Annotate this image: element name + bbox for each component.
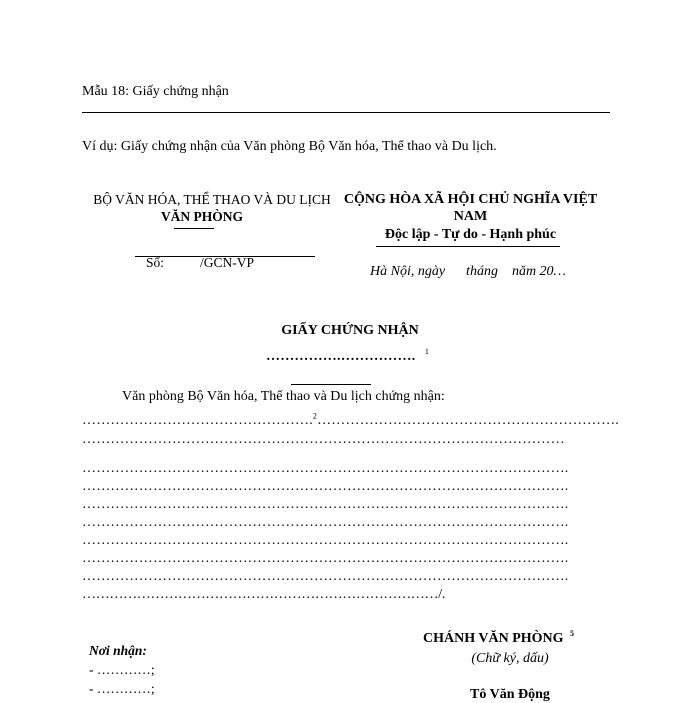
body-line-1-left: …………………………………………. bbox=[82, 413, 313, 428]
recipient-item: - …………; bbox=[89, 662, 155, 677]
document-number-label: Số: bbox=[146, 255, 165, 270]
body-dotted-line: …………………………………………………………………………………………. bbox=[82, 515, 569, 530]
country-name-line1: CỘNG HÒA XÃ HỘI CHỦ NGHĨA VIỆT bbox=[343, 192, 598, 207]
country-name-line2: NAM bbox=[453, 209, 488, 224]
footnote-1: 1 bbox=[424, 347, 429, 357]
body-dotted-line: …………………………………………………………………………………………. bbox=[82, 569, 569, 584]
body-dotted-line: …………………………………………………………………………………………. bbox=[82, 551, 569, 566]
body-dotted-line: …………………………………………………………………………………………. bbox=[82, 479, 569, 494]
document-number-suffix: /GCN-VP bbox=[200, 255, 255, 270]
recipient-item: - …………; bbox=[89, 681, 155, 696]
title-underline bbox=[291, 384, 371, 385]
body-line-2: ………………………………………………………………………………………… bbox=[82, 432, 565, 447]
certificate-title: GIẤY CHỨNG NHẬN bbox=[281, 323, 419, 338]
top-divider bbox=[82, 112, 610, 113]
example-note: Ví dụ: Giấy chứng nhận của Văn phòng Bộ Văn hóa, Thể thao và Du lịch. bbox=[82, 139, 497, 154]
form-label: Mẫu 18: Giấy chứng nhận bbox=[82, 84, 229, 99]
signer-title: CHÁNH VĂN PHÒNG bbox=[423, 631, 564, 646]
certification-intro: Văn phòng Bộ Văn hóa, Thể thao và Du lịch chứng nhận: bbox=[122, 389, 445, 404]
body-line-1 bbox=[82, 413, 619, 429]
signer-name: Tô Văn Động bbox=[470, 687, 550, 702]
signature-note: (Chữ ký, dấu) bbox=[471, 651, 549, 666]
ministry-name: BỘ VĂN HÓA, THỂ THAO VÀ DU LỊCH bbox=[93, 192, 331, 207]
certificate-subtitle bbox=[266, 349, 429, 365]
subtitle-dots: …………….……………. bbox=[266, 349, 416, 364]
footnote-5: 5 bbox=[570, 629, 575, 639]
body-dotted-line: …………………………………………………………………………………………. bbox=[82, 461, 569, 476]
office-name: VĂN PHÒNG bbox=[160, 209, 244, 224]
place-date: Hà Nội, ngày tháng năm 20… bbox=[370, 264, 566, 279]
signature-block bbox=[423, 631, 574, 647]
footnote-2: 2 bbox=[312, 411, 318, 421]
office-underline bbox=[174, 228, 214, 229]
body-dotted-line: …………………………………………………………………………………………. bbox=[82, 497, 569, 512]
national-motto: Độc lập - Tự do - Hạnh phúc bbox=[384, 227, 557, 242]
recipients-label: Nơi nhận: bbox=[89, 643, 147, 658]
body-line-1-right: ………………………………………………………. bbox=[317, 413, 620, 428]
motto-underline bbox=[376, 246, 560, 247]
body-closing-line: ……………………………………………………………………/. bbox=[82, 587, 445, 602]
body-dotted-line: …………………………………………………………………………………………. bbox=[82, 533, 569, 548]
